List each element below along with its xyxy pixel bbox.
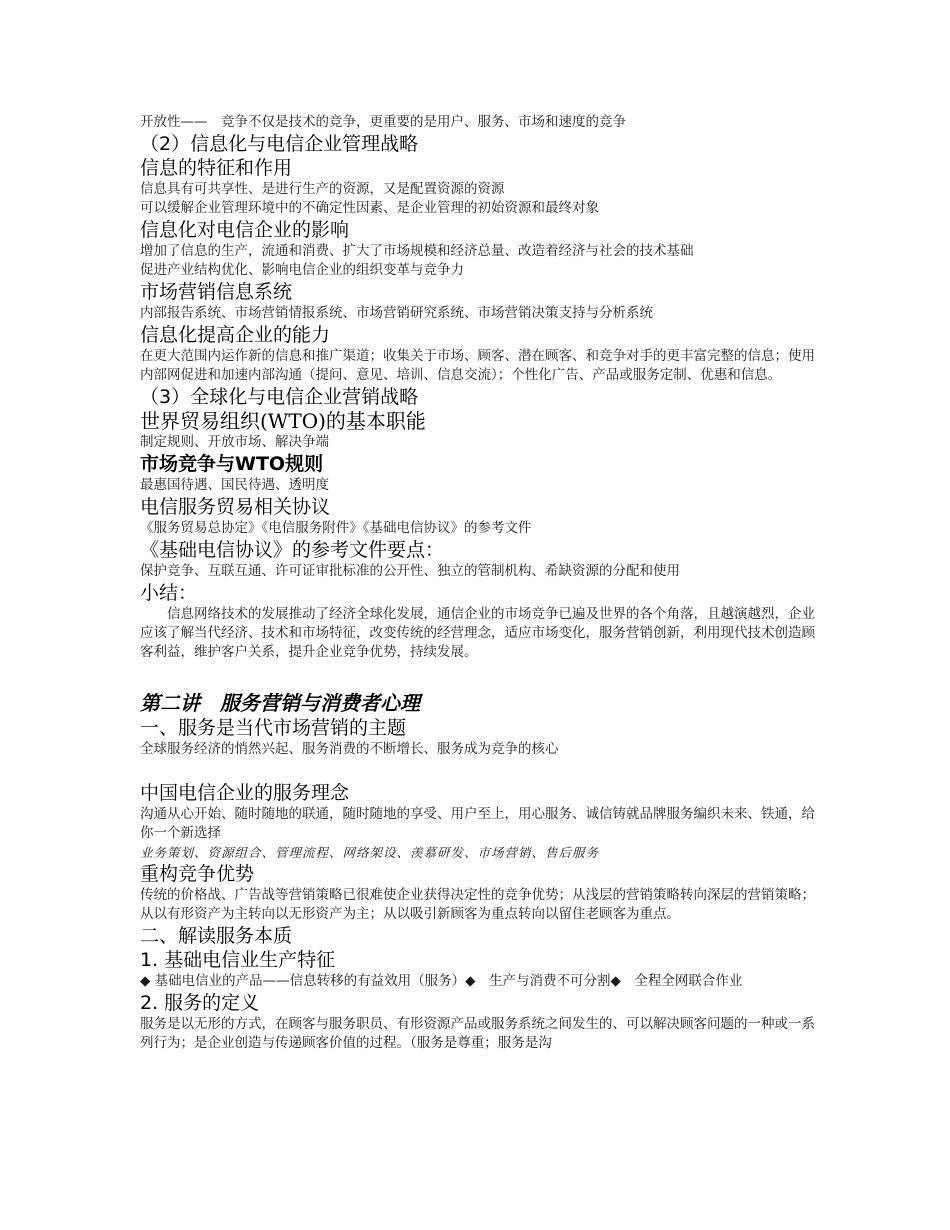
- paragraph-service-definition: 服务是以无形的方式，在顾客与服务职员、有形资源产品或服务系统之间发生的、可以解决顾客问题的一种或一系列行为；是企业创造与传递顾客价值的过程。（服务是尊重；服务是沟: [140, 1016, 815, 1051]
- paragraph-wto-rules: 最惠国待遇、国民待遇、透明度: [140, 477, 329, 493]
- heading-enterprise-capability: 信息化提高企业的能力: [140, 324, 331, 346]
- paragraph-openness: 开放性—— 竞争不仅是技术的竞争，更重要的是用户、服务、市场和速度的竞争: [140, 114, 626, 130]
- section-heading-informatization: （2）信息化与电信企业管理战略: [140, 133, 419, 155]
- spacer: [140, 759, 820, 781]
- document-page: [140, 113, 820, 1053]
- heading-reference-points: 《基础电信协议》的参考文件要点：: [140, 539, 445, 561]
- heading-info-features: 信息的特征和作用: [140, 157, 293, 179]
- paragraph-telecom-agreements: 《服务贸易总协定》《电信服务附件》《基础电信协议》的参考文件: [140, 520, 532, 536]
- paragraph-telecom-production: ◆ 基础电信业的产品——信息转移的有益效用（服务）◆ 生产与消费不可分割◆ 全程全网联合作业: [140, 973, 743, 989]
- heading-wto-functions: 世界贸易组织(WTO)的基本职能: [140, 409, 426, 433]
- heading-marketing-info-system: 市场营销信息系统: [140, 281, 293, 303]
- heading-info-impact: 信息化对电信企业的影响: [140, 219, 350, 241]
- heading-telecom-production: 1. 基础电信业生产特征: [140, 949, 336, 971]
- paragraph-service-philosophy: 沟通从心开始、随时随地的联通，随时随地的享受、用户至上，用心服务、诚信铸就品牌服务编织未来、铁通，给你一个新选择: [140, 806, 815, 841]
- section-heading-globalization: （3）全球化与电信企业营销战略: [140, 386, 419, 408]
- paragraph-info-impact-1: 增加了信息的生产，流通和消费、扩大了市场规模和经济总量、改造着经济与社会的技术基础: [140, 243, 694, 259]
- heading-wto-rules: 市场竞争与WTO规则: [140, 453, 324, 475]
- paragraph-enterprise-capability: 在更大范围内运作新的信息和推广渠道；收集关于市场、顾客、潜在顾客、和竞争对手的更丰富完整的信息；使用内部网促进和加速内部沟通（提问、意见、培训、信息交流）；个性化广告、产品或服务定制、优惠和信息。: [140, 348, 815, 383]
- section-heading-service-essence: 二、解读服务本质: [140, 925, 293, 947]
- paragraph-summary: 信息网络技术的发展推动了经济全球化发展，通信企业的市场竞争已遍及世界的各个角落，且越演越烈，企业应该了解当代经济、技术和市场特征，改变传统的经营理念，适应市场变化，服务营销创新，利用现代技术创造顾客利益，维护客户关系，提升企业竞争优势，持续发展。: [140, 606, 815, 660]
- section-heading-service-theme: 一、服务是当代市场营销的主题: [140, 717, 407, 739]
- heading-competitive-advantage: 重构竞争优势: [140, 863, 255, 885]
- heading-service-definition: 2. 服务的定义: [140, 992, 260, 1014]
- heading-summary: 小结：: [140, 582, 198, 604]
- paragraph-info-impact-2: 促进产业结构优化、影响电信企业的组织变革与竞争力: [140, 262, 464, 278]
- paragraph-service-chain: 业务策划、资源组合、管理流程、网络架设、羡慕研发、市场营销、售后服务: [140, 845, 600, 860]
- paragraph-info-features-1: 信息具有可共享性、是进行生产的资源，又是配置资源的资源: [140, 181, 505, 197]
- heading-telecom-agreements: 电信服务贸易相关协议: [140, 496, 331, 518]
- paragraph-wto-functions: 制定规则、开放市场、解决争端: [140, 434, 329, 450]
- paragraph-service-theme: 全球服务经济的悄然兴起、服务消费的不断增长、服务成为竞争的核心: [140, 741, 559, 757]
- paragraph-reference-points: 保护竞争、互联互通、许可证审批标准的公开性、独立的管制机构、希缺资源的分配和使用: [140, 563, 680, 579]
- paragraph-info-features-2: 可以缓解企业管理环境中的不确定性因素、是企业管理的初始资源和最终对象: [140, 200, 599, 216]
- paragraph-marketing-info-system: 内部报告系统、市场营销情报系统、市场营销研究系统、市场营销决策支持与分析系统: [140, 305, 653, 321]
- chapter-title-lecture-2: 第二讲 服务营销与消费者心理: [140, 691, 420, 715]
- paragraph-competitive-advantage: 传统的价格战、广告战等营销策略已很难使企业获得决定性的竞争优势；从浅层的营销策略转向深层的营销策略；从以有形资产为主转向以无形资产为主；从以吸引新顾客为重点转向以留住老顾客为重点。: [140, 887, 815, 922]
- heading-service-philosophy: 中国电信企业的服务理念: [140, 782, 350, 804]
